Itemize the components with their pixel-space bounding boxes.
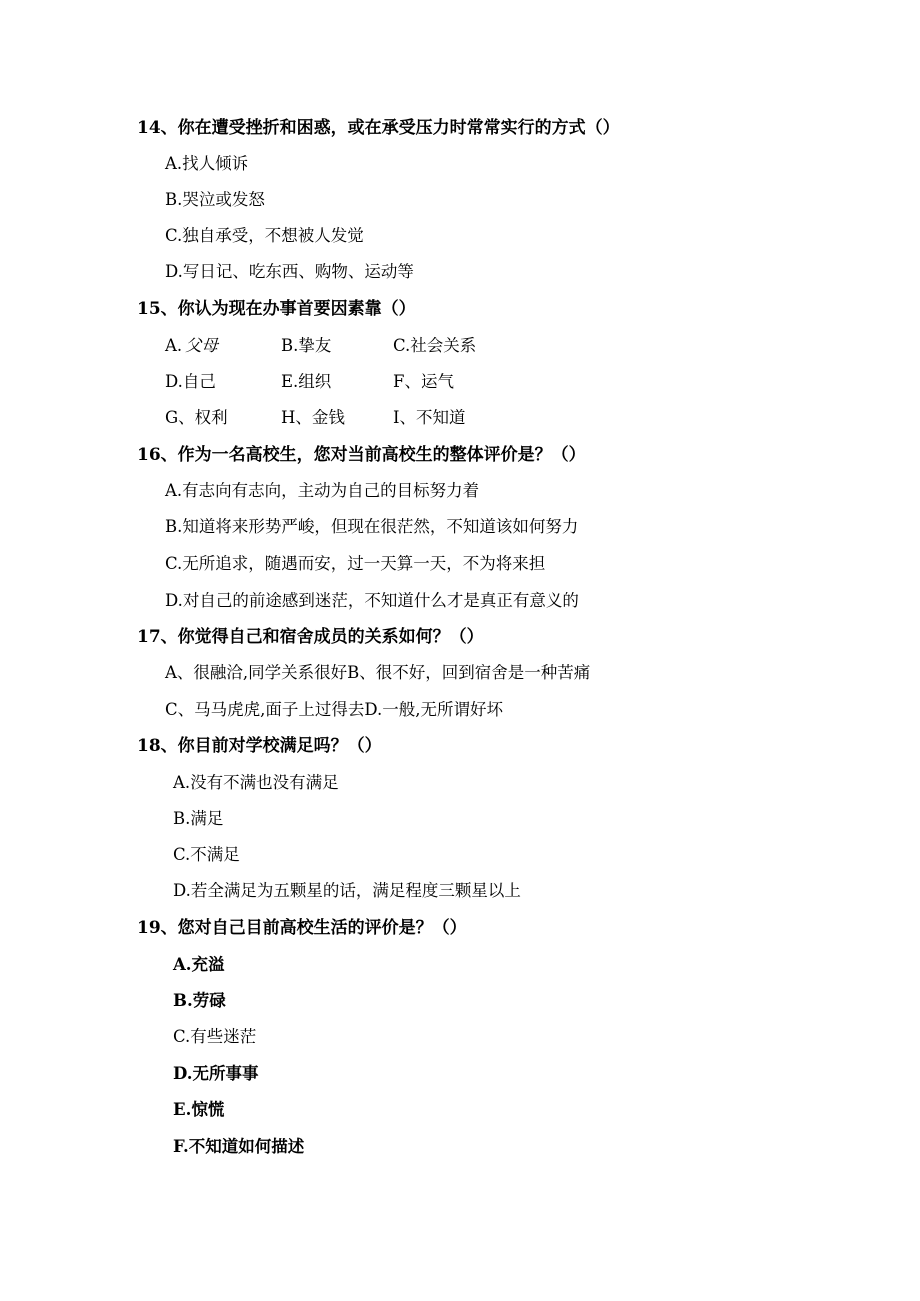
question-19-option-d: D.无所事事 bbox=[173, 1064, 259, 1083]
question-14-option-c: C.独自承受，不想被人发觉 bbox=[165, 226, 364, 245]
question-18-option-b: B.满足 bbox=[173, 809, 224, 828]
question-19-title: 19、您对自己目前高校生活的评价是？（） bbox=[137, 918, 467, 938]
question-18-title: 18、你目前对学校满足吗？（） bbox=[137, 736, 382, 756]
question-17-options-line-2: C、马马虎虎,面子上过得去D.一般,无所谓好坏 bbox=[165, 700, 504, 719]
question-14-option-a: A.找人倾诉 bbox=[165, 154, 249, 173]
question-18-option-a: A.没有不满也没有满足 bbox=[173, 773, 339, 792]
question-15-option-a-label: A. bbox=[165, 336, 183, 355]
question-14-option-d: D.写日记、吃东西、购物、运动等 bbox=[165, 262, 414, 281]
question-16-option-b: B.知道将来形势严峻，但现在很茫然，不知道该如何努力 bbox=[165, 517, 579, 536]
question-15-title: 15、你认为现在办事首要因素靠（） bbox=[137, 299, 416, 319]
question-16-option-d: D.对自己的前途感到迷茫，不知道什么才是真正有意义的 bbox=[165, 591, 579, 610]
question-14-title: 14、你在遭受挫折和困惑，或在承受压力时常常实行的方式（） bbox=[137, 118, 620, 138]
question-18-option-c: C.不满足 bbox=[173, 845, 240, 864]
question-14-option-b: B.哭泣或发怒 bbox=[165, 190, 265, 209]
question-16-option-c: C.无所追求，随遇而安，过一天算一天，不为将来担 bbox=[165, 554, 546, 573]
question-17-options-line-1: A、很融洽,同学关系很好B、很不好，回到宿舍是一种苦痛 bbox=[165, 663, 591, 682]
question-15-option-f: F、运气 bbox=[393, 372, 454, 391]
question-16-option-a: A.有志向有志向，主动为自己的目标努力着 bbox=[165, 481, 480, 500]
question-19-option-a: A.充溢 bbox=[173, 955, 225, 974]
question-15-option-a-text: 父母 bbox=[185, 336, 218, 355]
question-19-option-e: E.惊慌 bbox=[173, 1100, 225, 1119]
question-16-title: 16、作为一名高校生，您对当前高校生的整体评价是？（） bbox=[137, 445, 586, 465]
question-15-option-e: E.组织 bbox=[281, 372, 332, 391]
question-15-option-b: B.挚友 bbox=[281, 336, 332, 355]
question-15-option-d: D.自己 bbox=[165, 372, 216, 391]
question-15-option-c: C.社会关系 bbox=[393, 336, 477, 355]
question-15-option-h: H、金钱 bbox=[281, 408, 345, 427]
question-17-title: 17、你觉得自己和宿舍成员的关系如何？（） bbox=[137, 627, 484, 647]
question-19-option-c: C.有些迷茫 bbox=[173, 1027, 257, 1046]
question-19-option-b: B.劳碌 bbox=[173, 991, 226, 1010]
question-18-option-d: D.若全满足为五颗星的话，满足程度三颗星以上 bbox=[173, 881, 521, 900]
question-19-option-f: F.不知道如何描述 bbox=[173, 1137, 305, 1156]
question-15-option-i: I、不知道 bbox=[393, 408, 466, 427]
question-15-option-g: G、权利 bbox=[165, 408, 228, 427]
